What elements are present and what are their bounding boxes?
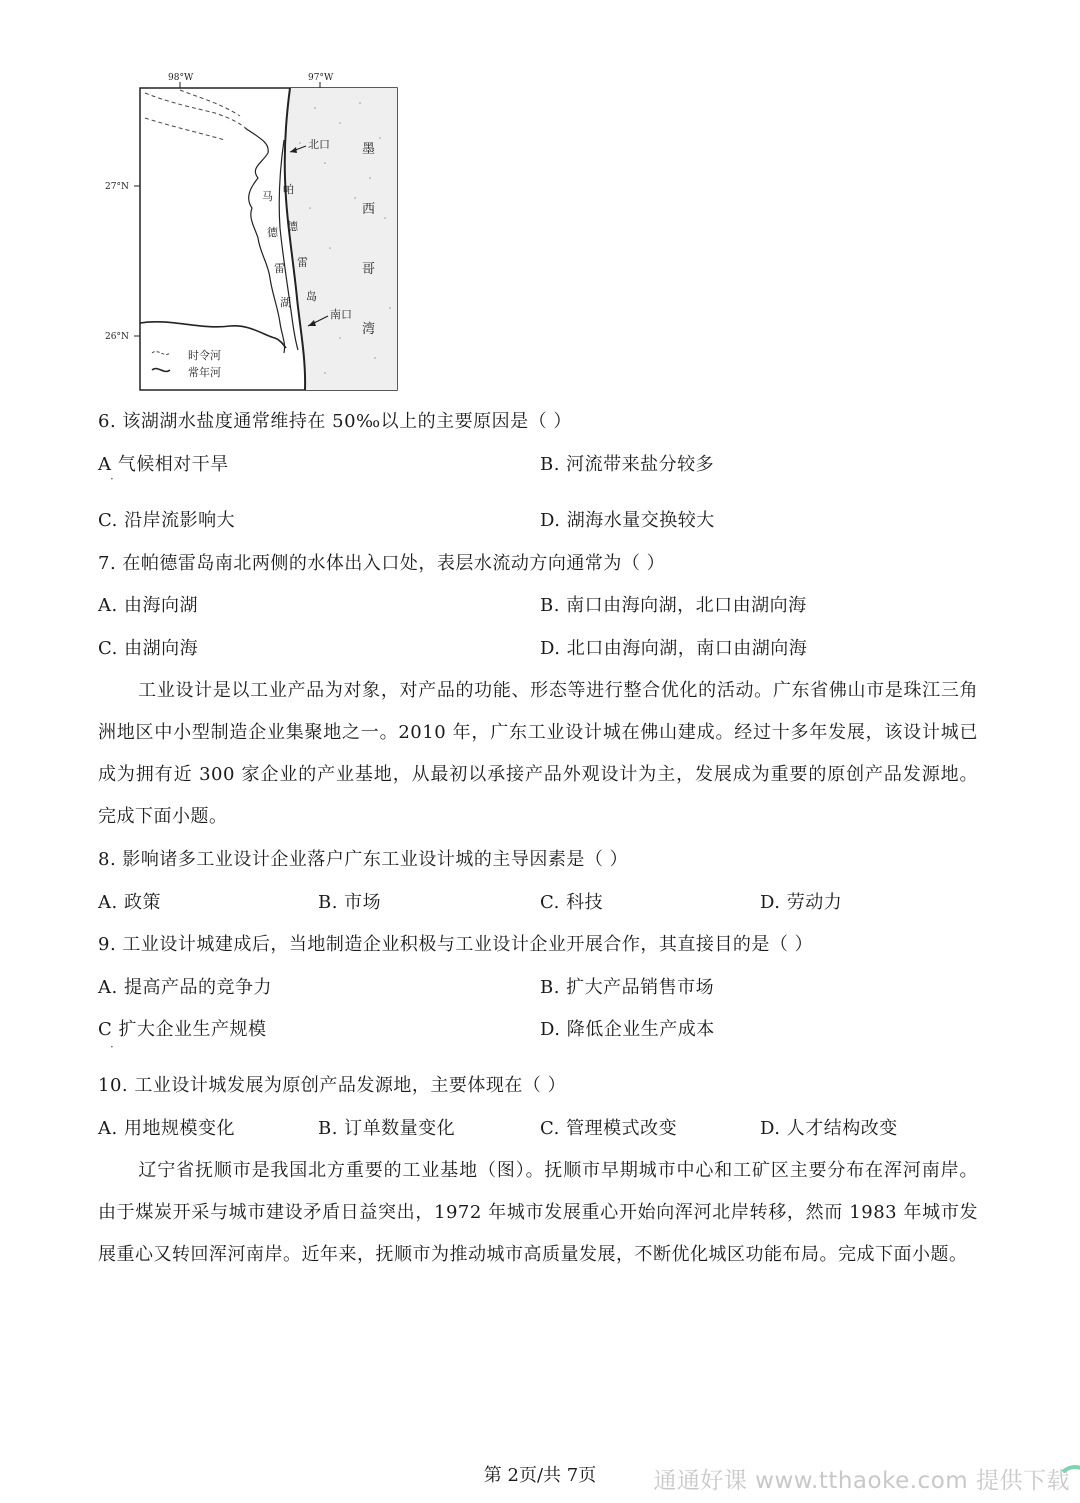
- watermark: 通通好课 www.tthaoke.com 提供下载: [653, 1468, 1070, 1494]
- q10-option-d: D. 人才结构改变: [760, 1118, 898, 1139]
- q9-stem: 9. 工业设计城建成后，当地制造企业积极与工业设计企业开展合作，其直接目的是（ ）: [98, 934, 814, 955]
- q7-stem: 7. 在帕德雷岛南北两侧的水体出入口处，表层水流动方向通常为（ ）: [98, 553, 666, 574]
- q9-option-c: C 扩大企业生产规模: [98, 1019, 267, 1040]
- lon-label-98: 98°W: [168, 73, 194, 83]
- q10-option-b: B. 订单数量变化: [318, 1118, 456, 1139]
- lagoon-char-4: 湖: [280, 296, 291, 309]
- q6-option-d: D. 湖海水量交换较大: [540, 510, 715, 531]
- legend-seasonal: 时令河: [188, 349, 221, 362]
- passage-industrial-design: [98, 670, 978, 838]
- passage-fushun: [98, 1150, 978, 1276]
- lat-label-26: 26°N: [105, 332, 129, 342]
- q8-option-c: C. 科技: [540, 892, 604, 913]
- q6-option-b: B. 河流带来盐分较多: [540, 454, 715, 475]
- q9-option-b: B. 扩大产品销售市场: [540, 977, 715, 998]
- gulf-char-3: 哥: [362, 262, 376, 277]
- lagoon-char-3: 雷: [274, 262, 285, 275]
- lagoon-char-1: 马: [262, 190, 273, 203]
- mark-dot: ·: [110, 1040, 114, 1054]
- corner-logo-icon: [1056, 1465, 1080, 1503]
- q8-stem: 8. 影响诸多工业设计企业落户广东工业设计城的主导因素是（ ）: [98, 849, 629, 870]
- island-char-3: 雷: [297, 256, 308, 269]
- lon-label-97: 97°W: [308, 73, 334, 83]
- padre-island-map: [100, 68, 410, 398]
- lat-label-27: 27°N: [105, 182, 129, 192]
- gulf-char-2: 西: [362, 202, 376, 217]
- north-inlet-label: 北口: [308, 138, 330, 151]
- q10-option-a: A. 用地规模变化: [98, 1118, 235, 1139]
- q8-option-a: A. 政策: [98, 892, 161, 913]
- island-char-2: 德: [287, 220, 298, 233]
- q6-option-c: C. 沿岸流影响大: [98, 510, 236, 531]
- q8-option-d: D. 劳动力: [760, 892, 843, 913]
- q7-option-c: C. 由湖向海: [98, 638, 199, 659]
- q10-stem: 10. 工业设计城发展为原创产品发源地，主要体现在（ ）: [98, 1075, 567, 1096]
- q6-option-a: A 气候相对干旱: [98, 454, 229, 475]
- q9-option-d: D. 降低企业生产成本: [540, 1019, 715, 1040]
- q8-option-b: B. 市场: [318, 892, 382, 913]
- gulf-char-4: 湾: [362, 322, 376, 337]
- island-char-1: 帕: [283, 183, 294, 196]
- page-number: 第 2页/共 7页: [483, 1465, 597, 1486]
- legend-perennial: 常年河: [188, 366, 221, 379]
- lagoon-char-2: 德: [267, 226, 278, 239]
- q7-option-d: D. 北口由海向湖，南口由湖向海: [540, 638, 808, 659]
- passage-2-text: 辽宁省抚顺市是我国北方重要的工业基地（图）。抚顺市早期城市中心和工矿区主要分布在浑河南岸。由于煤炭开采与城市建设矛盾日益突出，1972 年城市发展重心开始向浑河北岸转移，然而 1983 年城市发展重心又转回浑河南岸。近年来，抚顺市为推动城市高质量发展，不断优化城区功能布局。完成下面小题。: [98, 1160, 978, 1265]
- map-svg: [100, 68, 410, 398]
- mark-dot: ·: [110, 472, 114, 486]
- south-inlet-label: 南口: [330, 308, 352, 321]
- passage-1-text: 工业设计是以工业产品为对象，对产品的功能、形态等进行整合优化的活动。广东省佛山市是珠江三角洲地区中小型制造企业集聚地之一。2010 年，广东工业设计城在佛山建成。经过十多年发展，该设计城已成为拥有近 300 家企业的产业基地，从最初以承接产品外观设计为主，发展成为重要的原创产品发源地。完成下面小题。: [98, 680, 978, 827]
- q7-option-b: B. 南口由海向湖，北口由湖向海: [540, 595, 807, 616]
- q10-option-c: C. 管理模式改变: [540, 1118, 678, 1139]
- q7-option-a: A. 由海向湖: [98, 595, 198, 616]
- gulf-char-1: 墨: [362, 142, 376, 157]
- q9-option-a: A. 提高产品的竞争力: [98, 977, 272, 998]
- island-char-4: 岛: [306, 290, 317, 303]
- q6-stem: 6. 该湖湖水盐度通常维持在 50‰以上的主要原因是（ ）: [98, 411, 572, 432]
